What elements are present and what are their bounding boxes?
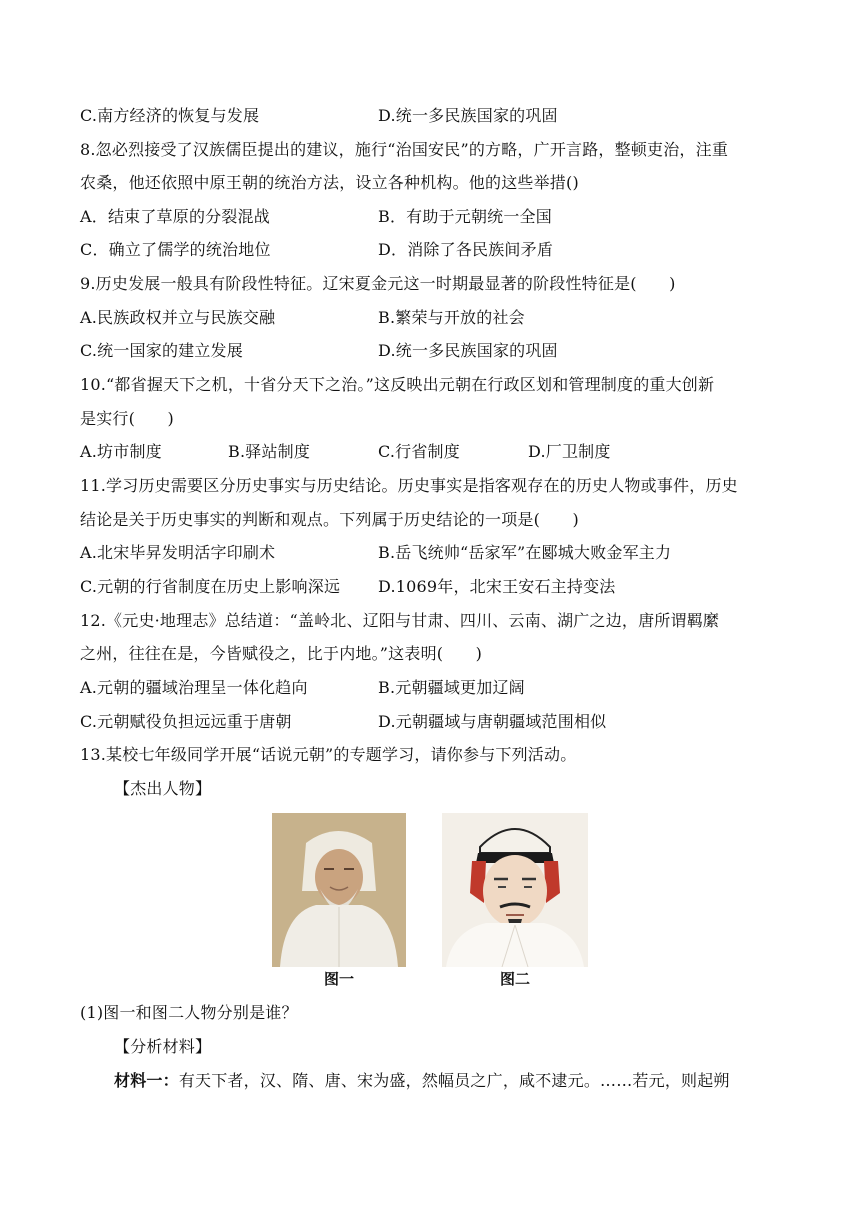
question-10-line-2: 是实行( ) [80, 409, 174, 428]
option-b: B.繁荣与开放的社会 [378, 308, 525, 327]
question-8-line-2: 农桑，他还依照中原王朝的统治方法，设立各种机构。他的这些举措() [80, 173, 579, 192]
option-a: A.坊市制度 [80, 442, 162, 461]
material-1-text: 有天下者，汉、隋、唐、宋为盛，然幅员之广，咸不逮元。……若元，则起朔 [178, 1071, 730, 1090]
question-11-line-1: 11.学习历史需要区分历史事实与历史结论。历史事实是指客观存在的历史人物或事件，历史 [80, 476, 738, 495]
option-c: C.统一国家的建立发展 [80, 341, 243, 360]
option-d: D．消除了各民族间矛盾 [378, 240, 554, 259]
figure-2-caption: 图二 [499, 970, 530, 988]
option-b: B.驿站制度 [228, 442, 311, 461]
question-13: 13.某校七年级同学开展“话说元朝”的专题学习，请你参与下列活动。 [80, 745, 577, 764]
figure-1-caption: 图一 [323, 970, 354, 988]
option-c: C.行省制度 [378, 442, 460, 461]
option-a: A．结束了草原的分裂混战 [80, 207, 270, 226]
question-9: 9.历史发展一般具有阶段性特征。辽宋夏金元这一时期最显著的阶段性特征是( ) [80, 274, 676, 293]
sub-question-1: (1)图一和图二人物分别是谁？ [80, 1003, 298, 1022]
question-12-line-1: 12.《元史·地理志》总结道：“盖岭北、辽阳与甘肃、四川、云南、湖广之边，唐所谓羁縻 [80, 611, 720, 630]
question-12-line-2: 之州，往往在是，今皆赋役之，比于内地。”这表明( ) [80, 644, 483, 663]
option-d: D.统一多民族国家的巩固 [378, 341, 558, 360]
portrait-1-image [272, 813, 406, 967]
question-8-line-1: 8.忽必烈接受了汉族儒臣提出的建议，施行“治国安民”的方略，广开言路，整顿吏治，注重 [80, 140, 729, 159]
option-c: C.元朝赋役负担远远重于唐朝 [80, 712, 292, 731]
material-1-label: 材料一： [114, 1071, 179, 1090]
question-10-line-1: 10.“都省握天下之机，十省分天下之治。”这反映出元朝在行政区划和管理制度的重大创新 [80, 375, 715, 394]
option-a: A.民族政权并立与民族交融 [80, 308, 276, 327]
option-d: D.元朝疆域与唐朝疆域范围相似 [378, 712, 607, 731]
option-c: C．确立了儒学的统治地位 [80, 240, 271, 259]
section-heading-materials: 【分析材料】 [114, 1037, 212, 1056]
option-b: B.岳飞统帅“岳家军”在郾城大败金军主力 [378, 543, 672, 562]
option-a: A.北宋毕昇发明活字印刷术 [80, 543, 276, 562]
option-a: A.元朝的疆域治理呈一体化趋向 [80, 678, 308, 697]
option-c: C.南方经济的恢复与发展 [80, 106, 260, 125]
portrait-figure-1 [272, 813, 406, 967]
option-d: D.统一多民族国家的巩固 [378, 106, 558, 125]
question-11-line-2: 结论是关于历史事实的判断和观点。下列属于历史结论的一项是( ) [80, 510, 579, 529]
option-b: B．有助于元朝统一全国 [378, 207, 552, 226]
portrait-figure-2 [442, 813, 588, 967]
portrait-2-image [442, 813, 588, 967]
option-b: B.元朝疆域更加辽阔 [378, 678, 525, 697]
section-heading-figures: 【杰出人物】 [114, 779, 212, 798]
option-d: D.1069年，北宋王安石主持变法 [378, 577, 616, 596]
material-1 [114, 1071, 784, 1091]
option-c: C.元朝的行省制度在历史上影响深远 [80, 577, 341, 596]
option-d: D.厂卫制度 [528, 442, 611, 461]
